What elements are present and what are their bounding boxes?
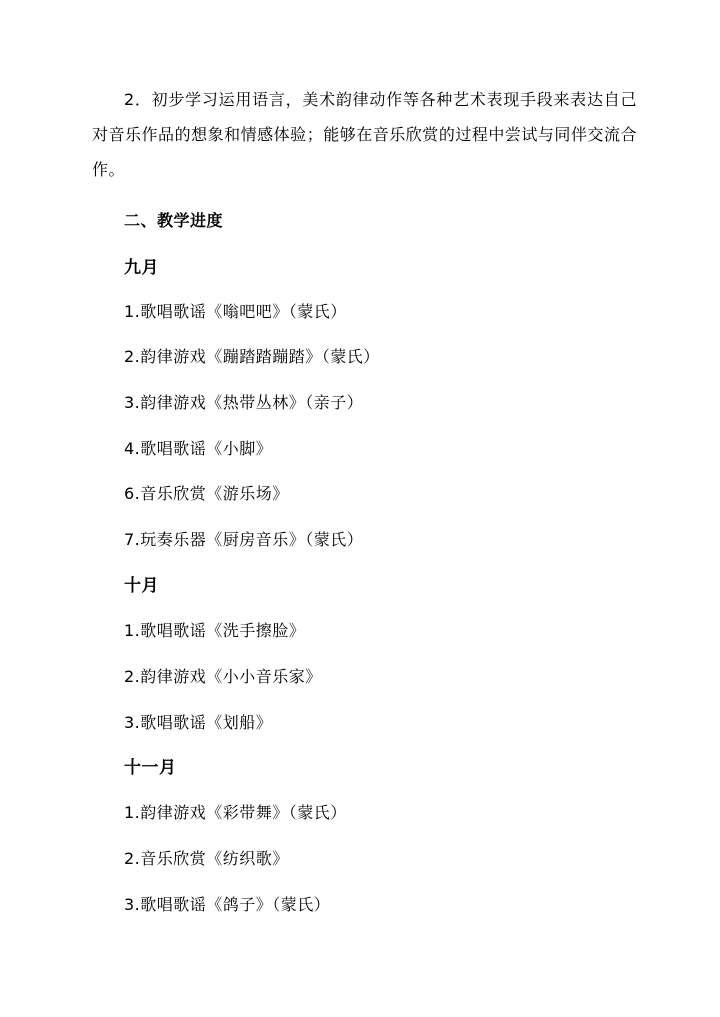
section-heading: 二、教学进度	[124, 211, 224, 230]
list-item: 2.韵律游戏《小小音乐家》	[124, 667, 322, 686]
list-item: 2.音乐欣赏《纺织歌》	[124, 849, 289, 868]
list-item: 3.歌唱歌谣《鸽子》（蒙氏）	[124, 895, 331, 914]
month-heading-november: 十一月	[124, 758, 177, 778]
list-item: 7.玩奏乐器《厨房音乐》（蒙氏）	[124, 530, 364, 549]
list-item: 6.音乐欣赏《游乐场》	[124, 484, 289, 503]
list-item: 4.歌唱歌谣《小脚》	[124, 439, 273, 458]
list-item: 3.歌唱歌谣《划船》	[124, 713, 273, 732]
list-item: 1.歌唱歌谣《洗手擦脸》	[124, 621, 306, 640]
list-item: 2.韵律游戏《蹦踏踏蹦踏》（蒙氏）	[124, 347, 380, 366]
month-heading-october: 十月	[124, 576, 159, 596]
list-item: 3.韵律游戏《热带丛林》（亲子）	[124, 393, 364, 412]
intro-paragraph: 2．初步学习运用语言，美术韵律动作等各种艺术表现手段来表达自己对音乐作品的想象和情感体验；能够在音乐欣赏的过程中尝试与同伴交流合作。	[92, 90, 637, 179]
list-item: 1.歌唱歌谣《嗡吧吧》（蒙氏）	[124, 302, 347, 321]
list-item: 1.韵律游戏《彩带舞》（蒙氏）	[124, 803, 347, 822]
month-heading-september: 九月	[124, 258, 159, 278]
